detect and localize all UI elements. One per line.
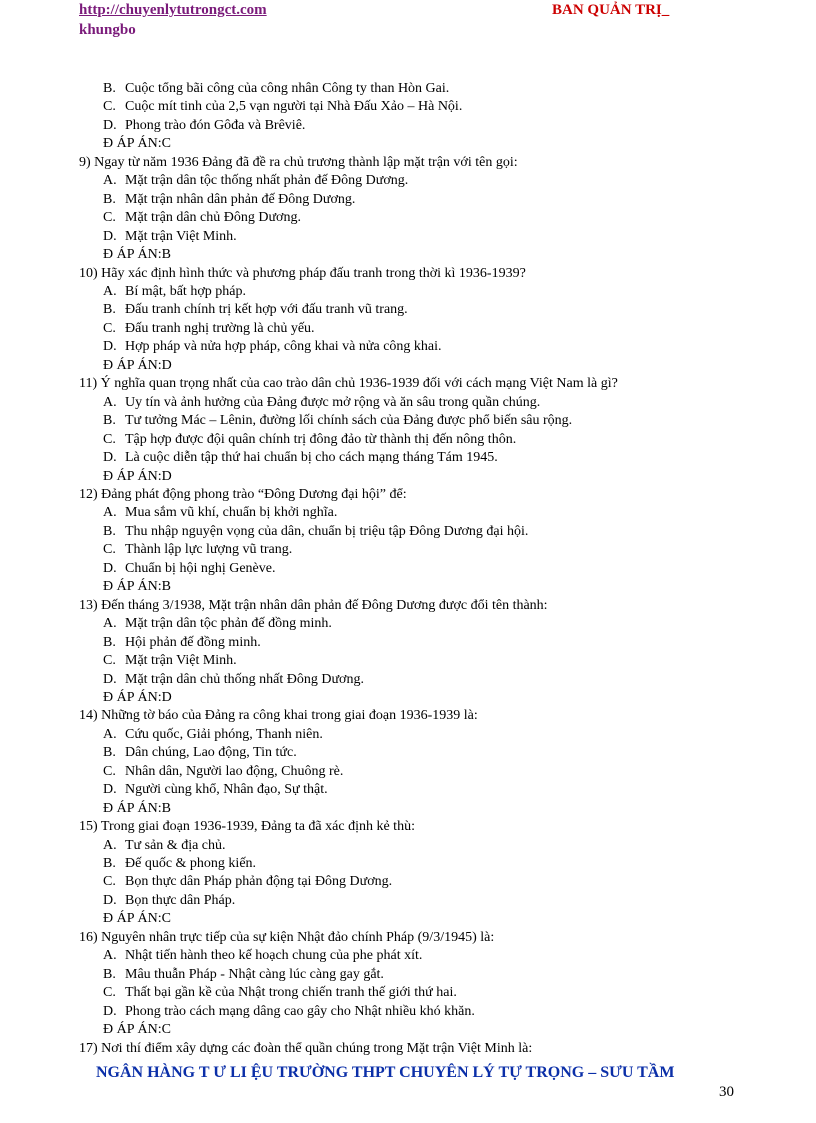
option-letter: B. [103,634,116,650]
option-text: Bọn thực dân Pháp. [125,892,236,908]
option-text: Tư tưởng Mác – Lênin, đường lối chính sách của Đảng được phổ biến sâu rộng. [125,413,573,429]
answer-option [79,984,759,1002]
option-text: Chuẩn bị hội nghị Genève. [125,560,276,576]
option-text: Mặt trận dân chủ Đông Dương. [125,210,301,226]
answer-option [79,892,759,910]
question-text: 12) Đảng phát động phong trào “Đông Dương đại hội” để: [79,486,407,502]
option-letter: D. [103,1003,117,1019]
option-letter: B. [103,523,116,539]
option-text: Thu nhập nguyện vọng của dân, chuẩn bị triệu tập Đông Dương đại hội. [125,523,529,539]
answer-option [79,283,759,301]
option-letter: A. [103,173,117,189]
option-text: Là cuộc diễn tập thứ hai chuẩn bị cho cách mạng tháng Tám 1945. [125,450,498,466]
answer-option [79,98,759,116]
option-text: Đấu tranh chính trị kết hợp với đấu tranh vũ trang. [125,302,408,318]
option-letter: B. [103,856,116,872]
answer-option [79,504,759,522]
option-text: Cuộc tổng bãi công của công nhân Công ty than Hòn Gai. [125,81,450,96]
answer-option [79,338,759,356]
option-text: Bí mật, bất hợp pháp. [125,283,246,299]
footer-banner: NGÂN HÀNG T Ư LI ỆU TRƯỜNG THPT CHUYÊN LÝ TỰ TRỌNG – SƯU TẦM [96,1064,675,1081]
option-letter: A. [103,505,117,521]
option-letter: D. [103,892,117,908]
option-text: Đế quốc & phong kiến. [125,856,257,872]
option-text: Tập hợp được đội quân chính trị đông đảo từ thành thị đến nông thôn. [125,431,517,447]
answer-option [79,726,759,744]
answer-option [79,671,759,689]
option-letter: C. [103,542,116,558]
answer-option [79,117,759,135]
option-letter: D. [103,117,117,133]
question-text: 11) Ý nghĩa quan trọng nhất của cao trào dân chủ 1936-1939 đối với cách mạng Việt Nam là gì? [79,376,618,392]
header-website-link[interactable]: http://chuyenlytutrongct.com [79,2,267,18]
answer-option [79,320,759,338]
answer-option [79,855,759,873]
answer-option [79,209,759,227]
question-text: 10) Hãy xác định hình thức và phương pháp đấu tranh trong thời kì 1936-1939? [79,265,526,281]
answer-option [79,781,759,799]
answer-option [79,80,759,98]
option-letter: A. [103,283,117,299]
question-text: 9) Ngay từ năm 1936 Đảng đã đề ra chủ trương thành lập mặt trận với tên gọi: [79,154,518,170]
answer-option [79,523,759,541]
answer-option [79,873,759,891]
option-text: Mặt trận nhân dân phản đế Đông Dương. [125,191,356,207]
option-letter: A. [103,616,117,632]
answer-key: Đ ÁP ÁN:D [103,689,172,705]
option-text: Mặt trận dân chủ thống nhất Đông Dương. [125,671,364,687]
option-text: Bọn thực dân Pháp phản động tại Đông Dương. [125,874,393,890]
question-list [79,80,759,1058]
question-text: 14) Những tờ báo của Đảng ra công khai trong giai đoạn 1936-1939 là: [79,708,478,724]
option-text: Mặt trận dân tộc thống nhất phản đế Đông Dương. [125,173,409,189]
option-letter: B. [103,302,116,318]
option-text: Mặt trận dân tộc phản đế đồng minh. [125,616,332,632]
answer-option [79,744,759,762]
answer-option [79,966,759,984]
question-text: 13) Đến tháng 3/1938, Mặt trận nhân dân phản đế Đông Dương được đổi tên thành: [79,597,548,613]
option-text: Nhật tiến hành theo kế hoạch chung của phe phát xít. [125,948,423,964]
answer-key: Đ ÁP ÁN:C [103,136,171,152]
option-text: Cuộc mít tinh của 2,5 vạn người tại Nhà Đấu Xảo – Hà Nội. [125,99,463,115]
answer-option [79,560,759,578]
option-letter: C. [103,985,116,1001]
option-letter: A. [103,394,117,410]
option-text: Đấu tranh nghị trường là chủ yếu. [125,320,315,336]
option-letter: D. [103,450,117,466]
answer-option [79,412,759,430]
answer-key: Đ ÁP ÁN:C [103,911,171,927]
answer-key: Đ ÁP ÁN:D [103,468,172,484]
header-author: khungbo [79,22,136,38]
option-text: Cứu quốc, Giải phóng, Thanh niên. [125,726,323,742]
option-letter: A. [103,948,117,964]
option-letter: C. [103,210,116,226]
answer-key: Đ ÁP ÁN:B [103,800,171,816]
answer-option [79,172,759,190]
option-letter: C. [103,763,116,779]
answer-option [79,301,759,319]
option-letter: D. [103,671,117,687]
option-text: Uy tín và ảnh hưởng của Đảng được mở rộng và ăn sâu trong quần chúng. [125,394,541,410]
answer-option [79,191,759,209]
option-letter: D. [103,782,117,798]
answer-option [79,1003,759,1021]
option-letter: B. [103,81,116,96]
option-text: Hội phản đế đồng minh. [125,634,261,650]
option-text: Hợp pháp và nửa hợp pháp, công khai và nửa công khai. [125,339,442,355]
answer-key: Đ ÁP ÁN:C [103,1022,171,1038]
option-letter: A. [103,837,117,853]
option-text: Phong trào cách mạng dâng cao gây cho Nhật nhiều khó khăn. [125,1003,475,1019]
answer-key: Đ ÁP ÁN:B [103,247,171,263]
answer-option [79,541,759,559]
option-text: Tư sản & địa chủ. [125,837,226,853]
answer-option [79,837,759,855]
option-letter: C. [103,653,116,669]
option-letter: D. [103,560,117,576]
answer-option [79,449,759,467]
answer-option [79,652,759,670]
answer-option [79,228,759,246]
answer-option [79,947,759,965]
option-letter: B. [103,191,116,207]
answer-option [79,634,759,652]
option-letter: C. [103,320,116,336]
option-letter: B. [103,413,116,429]
question-text: 15) Trong giai đoạn 1936-1939, Đảng ta đã xác định kẻ thù: [79,819,415,835]
option-text: Thành lập lực lượng vũ trang. [125,542,293,558]
question-text: 17) Nơi thí điểm xây dựng các đoàn thể quần chúng trong Mặt trận Việt Minh là: [79,1040,533,1056]
option-text: Mặt trận Việt Minh. [125,653,237,669]
option-text: Dân chúng, Lao động, Tin tức. [125,745,297,761]
option-letter: C. [103,99,116,115]
page-number: 30 [719,1084,734,1100]
answer-option [79,394,759,412]
option-letter: B. [103,745,116,761]
answer-key: Đ ÁP ÁN:D [103,357,172,373]
option-letter: C. [103,431,116,447]
answer-option [79,431,759,449]
answer-option [79,615,759,633]
option-text: Mâu thuẫn Pháp - Nhật càng lúc càng gay gắt. [125,966,384,982]
option-letter: A. [103,726,117,742]
header-admin-label: BAN QUẢN TRỊ_ [552,2,670,18]
option-text: Nhân dân, Người lao động, Chuông rè. [125,763,344,779]
answer-key: Đ ÁP ÁN:B [103,579,171,595]
answer-option [79,763,759,781]
option-letter: B. [103,966,116,982]
question-text: 16) Nguyên nhân trực tiếp của sự kiện Nhật đảo chính Pháp (9/3/1945) là: [79,929,495,945]
option-letter: C. [103,874,116,890]
option-letter: D. [103,228,117,244]
option-text: Người cùng khổ, Nhân đạo, Sự thật. [125,782,328,798]
option-text: Phong trào đón Gôđa và Brêviê. [125,117,306,133]
option-text: Mua sắm vũ khí, chuẩn bị khởi nghĩa. [125,505,338,521]
option-letter: D. [103,339,117,355]
option-text: Thất bại gần kề của Nhật trong chiến tranh thế giới thứ hai. [125,985,457,1001]
option-text: Mặt trận Việt Minh. [125,228,237,244]
